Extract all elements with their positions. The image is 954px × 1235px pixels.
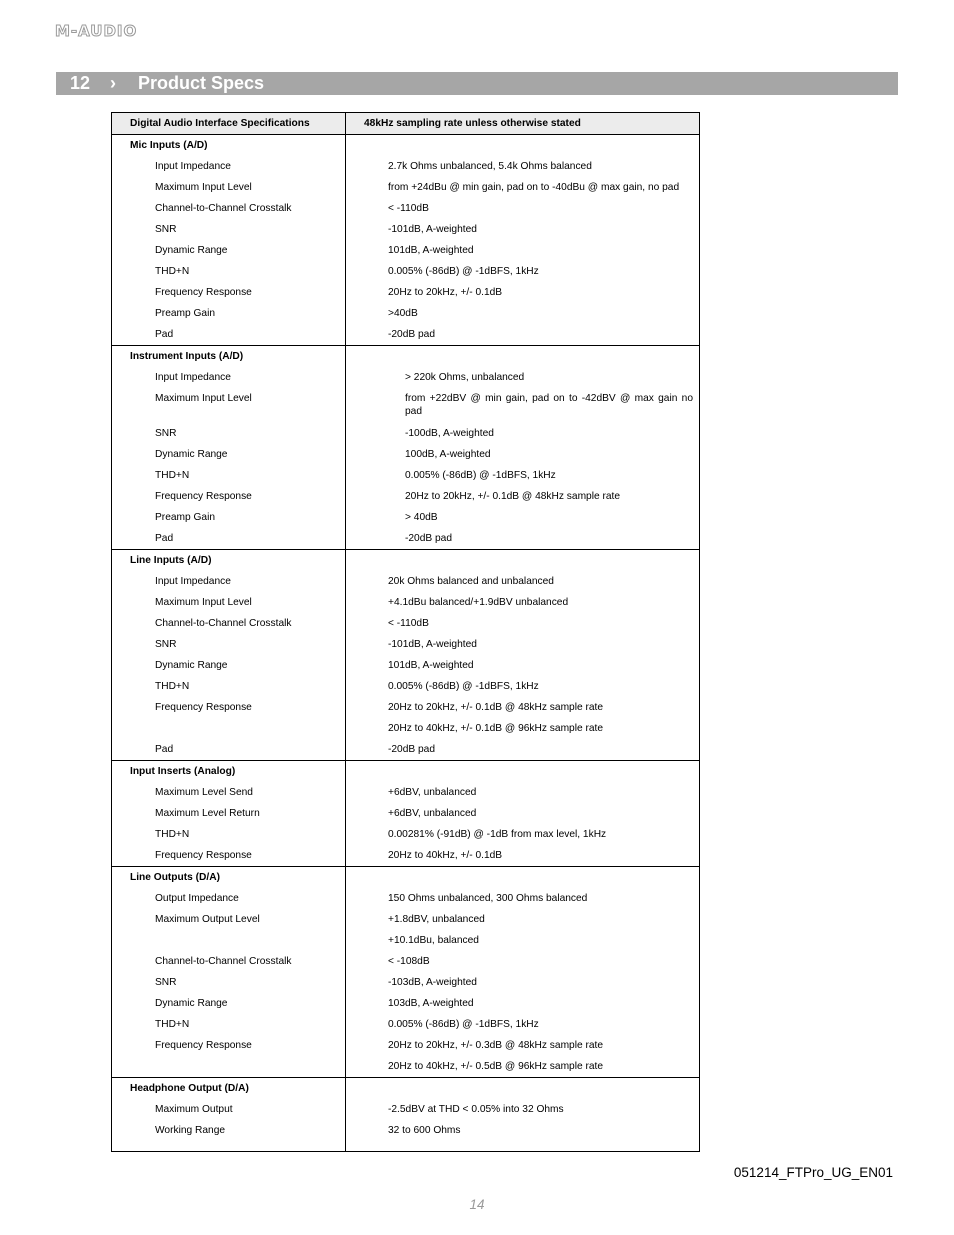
param-value: +6dBV, unbalanced	[346, 782, 700, 803]
table-row	[112, 198, 700, 219]
spec-group	[112, 135, 700, 346]
param-label: Preamp Gain	[112, 507, 346, 528]
param-label: Dynamic Range	[112, 240, 346, 261]
param-value: 0.005% (-86dB) @ -1dBFS, 1kHz	[346, 261, 700, 282]
group-title: Mic Inputs (A/D)	[112, 135, 346, 157]
table-header-row	[112, 113, 700, 135]
table-row	[112, 972, 700, 993]
param-label: THD+N	[112, 465, 346, 486]
table-row	[112, 888, 700, 909]
param-value: 20Hz to 20kHz, +/- 0.1dB @ 48kHz sample rate	[346, 486, 700, 507]
param-value: >40dB	[346, 303, 700, 324]
param-value: 2.7k Ohms unbalanced, 5.4k Ohms balanced	[346, 156, 700, 177]
param-label: Input Impedance	[112, 367, 346, 388]
table-row	[112, 1120, 700, 1141]
table-spacer	[112, 1141, 700, 1152]
section-number: 12	[70, 73, 91, 93]
table-row	[112, 240, 700, 261]
param-value: -101dB, A-weighted	[346, 634, 700, 655]
table-row	[112, 177, 700, 198]
param-value: -2.5dBV at THD < 0.05% into 32 Ohms	[346, 1099, 700, 1120]
table-row	[112, 676, 700, 697]
param-label: Input Impedance	[112, 156, 346, 177]
table-row	[112, 1035, 700, 1056]
section-title: Product Specs	[138, 73, 265, 93]
param-value: 20Hz to 40kHz, +/- 0.5dB @ 96kHz sample rate	[346, 1056, 700, 1078]
group-title-row	[112, 761, 700, 783]
group-title: Input Inserts (Analog)	[112, 761, 346, 783]
param-label	[112, 930, 346, 951]
group-title-blank	[346, 346, 700, 368]
param-value: 0.005% (-86dB) @ -1dBFS, 1kHz	[346, 1014, 700, 1035]
param-value: +6dBV, unbalanced	[346, 803, 700, 824]
param-value: +4.1dBu balanced/+1.9dBV unbalanced	[346, 592, 700, 613]
spec-group	[112, 346, 700, 550]
group-title-blank	[346, 135, 700, 157]
spec-group	[112, 1078, 700, 1152]
table-row	[112, 634, 700, 655]
param-label: Maximum Level Send	[112, 782, 346, 803]
group-title-blank	[346, 867, 700, 889]
param-label: Dynamic Range	[112, 444, 346, 465]
param-label: Input Impedance	[112, 571, 346, 592]
table-row	[112, 909, 700, 930]
table-row	[112, 697, 700, 718]
param-label: Frequency Response	[112, 1035, 346, 1056]
param-label: Pad	[112, 324, 346, 346]
param-value: -20dB pad	[346, 528, 700, 550]
table-row	[112, 824, 700, 845]
param-label: SNR	[112, 219, 346, 240]
group-title-row	[112, 550, 700, 572]
group-title-blank	[346, 761, 700, 783]
table-row	[112, 303, 700, 324]
section-title-bar	[56, 72, 898, 95]
table-row	[112, 655, 700, 676]
param-value: 20Hz to 40kHz, +/- 0.1dB @ 96kHz sample rate	[346, 718, 700, 739]
param-label: Maximum Input Level	[112, 592, 346, 613]
table-row	[112, 571, 700, 592]
param-value	[346, 388, 700, 423]
param-value: > 40dB	[346, 507, 700, 528]
group-title-row	[112, 346, 700, 368]
param-label: Maximum Input Level	[112, 388, 346, 423]
param-label: Frequency Response	[112, 486, 346, 507]
param-value: 0.005% (-86dB) @ -1dBFS, 1kHz	[346, 465, 700, 486]
table-header-cell: Digital Audio Interface Specifications	[112, 113, 346, 135]
table-row	[112, 465, 700, 486]
param-value: from +24dBu @ min gain, pad on to -40dBu @ max gain, no pad	[346, 177, 700, 198]
brand-logo: M-AUDIO	[55, 22, 138, 40]
table-row	[112, 282, 700, 303]
table-row	[112, 613, 700, 634]
param-label: Frequency Response	[112, 697, 346, 718]
table-row	[112, 993, 700, 1014]
param-label: Preamp Gain	[112, 303, 346, 324]
group-title-blank	[346, 550, 700, 572]
param-label: Frequency Response	[112, 845, 346, 867]
param-label: Dynamic Range	[112, 655, 346, 676]
table-row	[112, 486, 700, 507]
param-value: 150 Ohms unbalanced, 300 Ohms balanced	[346, 888, 700, 909]
param-label: SNR	[112, 972, 346, 993]
table-row	[112, 367, 700, 388]
param-value: 20Hz to 20kHz, +/- 0.3dB @ 48kHz sample rate	[346, 1035, 700, 1056]
param-value: +1.8dBV, unbalanced	[346, 909, 700, 930]
param-label: Channel-to-Channel Crosstalk	[112, 613, 346, 634]
param-label: THD+N	[112, 1014, 346, 1035]
param-label: Pad	[112, 739, 346, 761]
param-label: Maximum Input Level	[112, 177, 346, 198]
spec-group	[112, 550, 700, 761]
table-row	[112, 261, 700, 282]
param-label: Channel-to-Channel Crosstalk	[112, 951, 346, 972]
table-row	[112, 592, 700, 613]
param-label: Dynamic Range	[112, 993, 346, 1014]
param-value: -101dB, A-weighted	[346, 219, 700, 240]
table-row	[112, 156, 700, 177]
param-label: THD+N	[112, 824, 346, 845]
table-row	[112, 718, 700, 739]
param-label: Channel-to-Channel Crosstalk	[112, 198, 346, 219]
param-label: Maximum Output	[112, 1099, 346, 1120]
group-title: Line Outputs (D/A)	[112, 867, 346, 889]
table-row	[112, 930, 700, 951]
param-label: Maximum Output Level	[112, 909, 346, 930]
table-row	[112, 1056, 700, 1078]
table-row	[112, 423, 700, 444]
page-number: 14	[469, 1197, 485, 1212]
param-value: 0.00281% (-91dB) @ -1dB from max level, 1kHz	[346, 824, 700, 845]
table-row	[112, 803, 700, 824]
document-id: 051214_FTPro_UG_EN01	[733, 1165, 893, 1180]
param-value: -20dB pad	[346, 324, 700, 346]
group-title: Headphone Output (D/A)	[112, 1078, 346, 1100]
param-value: 20k Ohms balanced and unbalanced	[346, 571, 700, 592]
table-row	[112, 507, 700, 528]
chevron-right-icon: ›	[110, 73, 116, 93]
table-row	[112, 388, 700, 423]
param-label: THD+N	[112, 676, 346, 697]
group-title: Instrument Inputs (A/D)	[112, 346, 346, 368]
param-value: 32 to 600 Ohms	[346, 1120, 700, 1141]
table-row	[112, 444, 700, 465]
param-value: 0.005% (-86dB) @ -1dBFS, 1kHz	[346, 676, 700, 697]
group-title-row	[112, 1078, 700, 1100]
param-value: 103dB, A-weighted	[346, 993, 700, 1014]
param-value: 101dB, A-weighted	[346, 655, 700, 676]
spec-group	[112, 761, 700, 867]
param-value-text: from +22dBV @ min gain, pad on to -42dBV @ max gain no pad	[405, 393, 693, 417]
table-row	[112, 324, 700, 346]
table-header-cell: 48kHz sampling rate unless otherwise stated	[346, 113, 700, 135]
table-row	[112, 782, 700, 803]
group-title: Line Inputs (A/D)	[112, 550, 346, 572]
table-row	[112, 951, 700, 972]
param-label: Frequency Response	[112, 282, 346, 303]
spec-group	[112, 867, 700, 1078]
param-label: THD+N	[112, 261, 346, 282]
table-row	[112, 528, 700, 550]
param-value: 100dB, A-weighted	[346, 444, 700, 465]
table-row	[112, 845, 700, 867]
param-value: -100dB, A-weighted	[346, 423, 700, 444]
param-label: Maximum Level Return	[112, 803, 346, 824]
table-row	[112, 739, 700, 761]
param-value: -20dB pad	[346, 739, 700, 761]
param-label: Output Impedance	[112, 888, 346, 909]
param-value: 101dB, A-weighted	[346, 240, 700, 261]
param-label	[112, 1056, 346, 1078]
param-value: > 220k Ohms, unbalanced	[346, 367, 700, 388]
group-title-row	[112, 135, 700, 157]
param-value: -103dB, A-weighted	[346, 972, 700, 993]
param-value: < -110dB	[346, 198, 700, 219]
group-title-row	[112, 867, 700, 889]
table-row	[112, 1099, 700, 1120]
param-label: SNR	[112, 634, 346, 655]
param-value: +10.1dBu, balanced	[346, 930, 700, 951]
specs-table	[111, 112, 700, 1152]
param-label	[112, 718, 346, 739]
param-value: 20Hz to 20kHz, +/- 0.1dB	[346, 282, 700, 303]
table-row	[112, 219, 700, 240]
table-row	[112, 1014, 700, 1035]
param-label: Working Range	[112, 1120, 346, 1141]
param-label: SNR	[112, 423, 346, 444]
param-value: < -108dB	[346, 951, 700, 972]
group-title-blank	[346, 1078, 700, 1100]
param-label: Pad	[112, 528, 346, 550]
param-value: < -110dB	[346, 613, 700, 634]
param-value: 20Hz to 20kHz, +/- 0.1dB @ 48kHz sample rate	[346, 697, 700, 718]
param-value: 20Hz to 40kHz, +/- 0.1dB	[346, 845, 700, 867]
